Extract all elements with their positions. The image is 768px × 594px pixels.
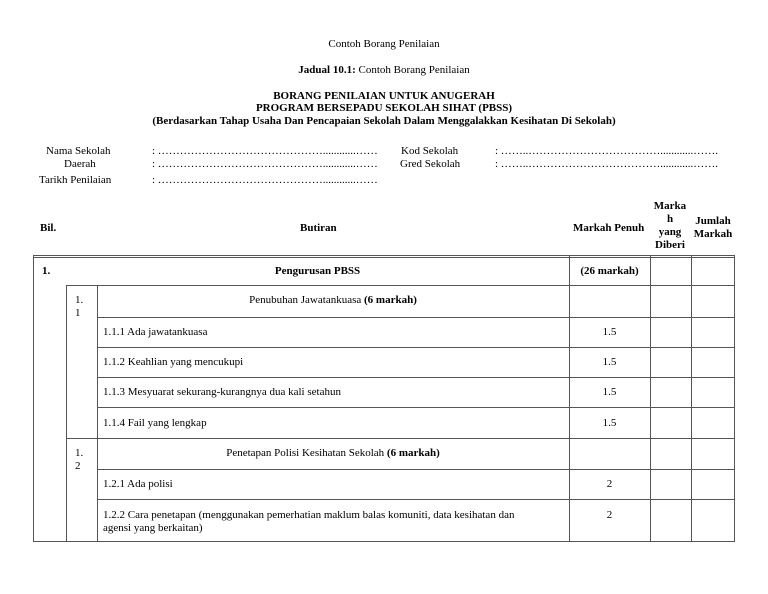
subsection-number: 1. 1 [75, 294, 84, 319]
column-header-bil: Bil. [40, 222, 57, 234]
markah-value: 1.5 [602, 356, 617, 368]
column-header-jumlah-markah [690, 215, 736, 241]
document-title: Contoh Borang Penilaian [328, 38, 440, 50]
section-markah: (26 markah) [580, 265, 639, 277]
daerah-label: Daerah [64, 158, 96, 170]
gred-sekolah-field[interactable]: : ……..………………………………............……. [495, 158, 719, 170]
kod-sekolah-label: Kod Sekolah [401, 145, 459, 157]
table-caption [0, 64, 768, 76]
form-title-line-2: PROGRAM BERSEPADU SEKOLAH SIHAT (PBSS) [255, 102, 513, 114]
section-number: 1. [42, 265, 51, 277]
markah-value: 1.5 [602, 326, 617, 338]
list-item: 1.2.2 Cara penetapan (menggunakan pemerhatian maklum balas komuniti, data kesihatan dan agensi yang berkaitan) [103, 509, 515, 534]
gred-sekolah-label: Gred Sekolah [400, 158, 461, 170]
markah-diberi-line-3: yang [658, 226, 682, 238]
daerah-field[interactable]: : ………………………………………............…… [152, 158, 378, 170]
markah-value: 2 [606, 509, 613, 521]
table-caption-text: Contoh Borang Penilaian [355, 64, 470, 76]
markah-diberi-line-2: h [666, 213, 674, 225]
section-title: Pengurusan PBSS [274, 265, 361, 277]
form-title-line-1: BORANG PENILAIAN UNTUK ANUGERAH [273, 90, 495, 102]
tarikh-penilaian-field[interactable]: : ………………………………………............…… [152, 174, 378, 186]
nama-sekolah-field[interactable]: : ………………………………………............…… [152, 145, 378, 157]
jumlah-line-2: Markah [693, 228, 733, 240]
tarikh-penilaian-label: Tarikh Penilaian [39, 174, 112, 186]
form-title-line-3: (Berdasarkan Tahap Usaha Dan Pencapaian Sekolah Dalam Menggalakkan Kesihatan Di Sekolah) [152, 115, 616, 127]
subsection-title: Penetapan Polisi Kesihatan Sekolah (6 markah) [226, 447, 440, 459]
markah-diberi-line-1: Marka [653, 200, 687, 212]
jumlah-line-1: Jumlah [695, 215, 731, 227]
column-header-markah-penuh: Markah Penuh [573, 222, 645, 234]
kod-sekolah-field[interactable]: : ……..………………………………............……. [495, 145, 719, 157]
list-item: 1.2.1 Ada polisi [103, 478, 173, 490]
table-caption-label: Jadual 10.1: [298, 64, 356, 76]
list-item: 1.1.1 Ada jawatankuasa [103, 326, 208, 338]
markah-value: 1.5 [602, 417, 617, 429]
column-header-markah-diberi [648, 200, 692, 252]
column-header-butiran: Butiran [300, 222, 337, 234]
markah-value: 2 [606, 478, 613, 490]
subsection-number: 1. 2 [75, 447, 84, 472]
markah-diberi-line-4: Diberi [655, 239, 685, 251]
markah-value: 1.5 [602, 386, 617, 398]
list-item: 1.1.3 Mesyuarat sekurang-kurangnya dua kali setahun [103, 386, 341, 398]
list-item: 1.1.2 Keahlian yang mencukupi [103, 356, 244, 368]
subsection-title: Penubuhan Jawatankuasa (6 markah) [249, 294, 417, 306]
list-item: 1.1.4 Fail yang lengkap [103, 417, 207, 429]
nama-sekolah-label: Nama Sekolah [46, 145, 111, 157]
